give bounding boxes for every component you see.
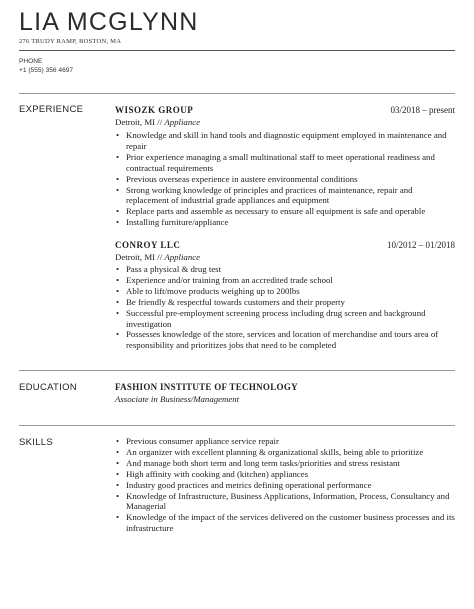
section-divider [19,425,455,426]
list-item: • Pass a physical & drug test [116,264,222,274]
job-employer: CONROY LLC [115,240,181,250]
bullet-icon: • [116,296,120,307]
skills-list [115,436,455,534]
bullet-icon: • [116,468,120,479]
list-item: • High affinity with cooking and (kitchen) appliances [116,468,309,479]
list-item: • Experience and/or training from an accredited trade school [116,274,333,285]
job-employer: WISOZK GROUP [115,105,194,115]
bullet-icon: • [116,307,120,318]
bullet-icon: • [116,173,120,184]
job-bullet-list [115,130,455,228]
bullet-icon: • [116,436,120,446]
bullet-icon: • [116,479,120,490]
bullet-icon: • [116,130,120,140]
section-divider [19,93,455,94]
list-item: • Able to lift/move products weighing up to 200lbs [116,285,300,296]
bullet-icon: • [116,285,120,296]
bullet-icon: • [116,217,120,228]
bullet-icon: • [116,457,120,468]
candidate-address: 276 TRUDY RAMP, BOSTON, MA [19,38,122,45]
bullet-icon: • [116,512,120,523]
list-item: • Previous overseas experience in austere environmental conditions [116,173,358,184]
job-dates: 10/2012 – 01/2018 [386,240,455,250]
list-item: • Possesses knowledge of the store, services and location of merchandise and tours area of responsibility and prioritizes jobs that need to be completed [116,329,439,351]
bullet-icon: • [116,490,120,501]
bullet-icon: • [116,184,120,195]
bullet-icon: • [116,329,120,340]
job-bullet-list [115,264,455,351]
job-location-line [115,252,200,262]
bullet-icon: • [116,446,120,457]
bullet-icon: • [116,206,120,217]
candidate-name: LIA MCGLYNN [19,8,199,36]
list-item: • Knowledge of the impact of the services delivered on the customer business processes and its infrastructure [116,512,455,534]
list-item: • Knowledge of Infrastructure, Business Applications, Information, Process, Consultancy and Managerial [116,490,450,512]
list-item: • And manage both short term and long term tasks/priorities and stress resistant [116,457,400,468]
phone-label: PHONE [19,58,43,65]
job-separator: // [155,117,165,127]
list-item: • Be friendly & respectful towards customers and their property [116,296,345,307]
job-location-line [115,117,200,127]
list-item: • Successful pre-employment screening process including drug screen and background investigation [116,307,426,329]
section-divider [19,370,455,371]
list-item: • Strong working knowledge of principles and practices of maintenance, repair and replacement of industrial grade appliances and equipment [116,184,413,206]
experience-heading: EXPERIENCE [19,104,84,115]
job-separator: // [155,252,165,262]
job-dates: 03/2018 – present [390,105,455,115]
job-role: Appliance [164,252,201,262]
education-degree: Associate in Business/Management [115,394,240,404]
list-item: • Installing furniture/appliance [116,217,229,228]
job-location: Detroit, MI [115,117,156,127]
skills-heading: SKILLS [19,437,54,448]
list-item: • Industry good practices and metrics defining operational performance [116,479,372,490]
header-rule [19,50,455,51]
list-item: • An organizer with excellent planning & organizational skills, being able to prioritize [116,446,424,457]
list-item: • Prior experience managing a small multinational staff to meet operational readiness and contractual requirements [116,151,435,173]
education-heading: EDUCATION [19,382,77,393]
job-location: Detroit, MI [115,252,156,262]
education-school: FASHION INSTITUTE OF TECHNOLOGY [115,382,298,392]
phone-number: +1 (555) 356 4697 [19,67,74,74]
job-role: Appliance [164,117,201,127]
list-item: • Previous consumer appliance service repair [116,436,279,446]
list-item: • Replace parts and assemble as necessary to ensure all equipment is safe and operable [116,206,426,217]
bullet-icon: • [116,264,120,274]
list-item: • Knowledge and skill in hand tools and diagnostic equipment employed in maintenance and repair [116,130,447,151]
bullet-icon: • [116,274,120,285]
bullet-icon: • [116,151,120,162]
